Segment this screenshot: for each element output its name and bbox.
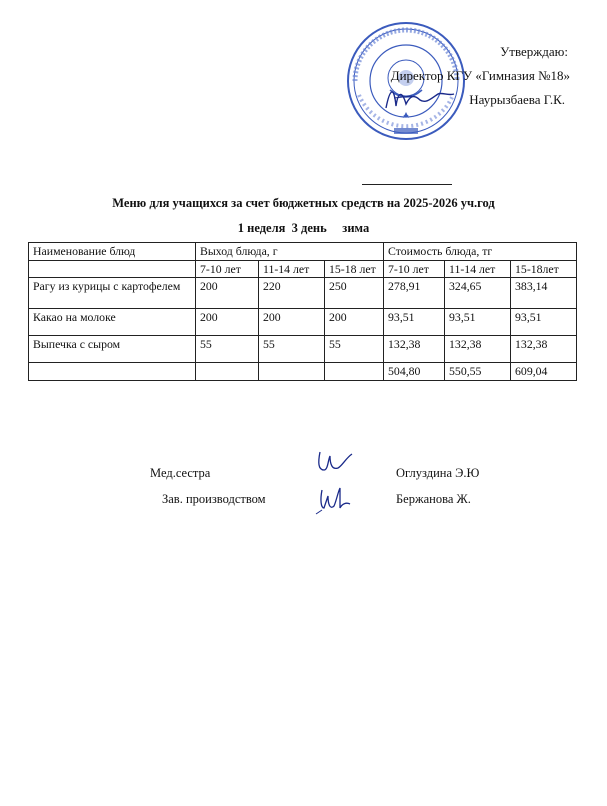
totals-row — [29, 363, 577, 381]
signature-line — [362, 184, 452, 185]
manager-label: Зав. производством — [162, 492, 266, 506]
table-subheader-row — [29, 261, 577, 278]
manager-name: Бержанова Ж. — [396, 492, 471, 506]
cost-cell: 93,51 — [445, 309, 511, 336]
nurse-label: Мед.сестра — [150, 466, 211, 480]
totals-empty-cell — [29, 363, 196, 381]
header-dish: Наименование блюд — [29, 243, 196, 261]
header-cost-age: 7-10 лет — [384, 261, 445, 278]
totals-empty-cell — [325, 363, 384, 381]
header-yield-age: 7-10 лет — [196, 261, 259, 278]
table-row — [29, 336, 577, 363]
yield-cell: 200 — [196, 309, 259, 336]
table-row — [29, 309, 577, 336]
yield-cell: 200 — [325, 309, 384, 336]
table-header-row — [29, 243, 577, 261]
cost-cell: 93,51 — [511, 309, 577, 336]
totals-empty-cell — [259, 363, 325, 381]
menu-table — [28, 242, 577, 381]
header-cost: Стоимость блюда, тг — [384, 243, 577, 261]
nurse-name: Оглуздина Э.Ю — [396, 466, 480, 480]
yield-cell: 250 — [325, 278, 384, 309]
yield-cell: 220 — [259, 278, 325, 309]
staff-signatures — [312, 448, 362, 518]
approval-role: Директор КГУ «Гимназия №18» — [390, 68, 570, 83]
yield-cell: 200 — [196, 278, 259, 309]
approval-title: Утверждаю: — [500, 44, 568, 59]
yield-cell: 55 — [259, 336, 325, 363]
header-cost-age: 11-14 лет — [445, 261, 511, 278]
dish-name: Выпечка с сыром — [29, 336, 196, 363]
cost-cell: 93,51 — [384, 309, 445, 336]
header-yield-age: 15-18 лет — [325, 261, 384, 278]
cost-cell: 278,91 — [384, 278, 445, 309]
table-row — [29, 278, 577, 309]
document-subtitle: 1 неделя 3 день зима — [237, 221, 370, 235]
yield-cell: 200 — [259, 309, 325, 336]
cost-cell: 132,38 — [511, 336, 577, 363]
header-yield: Выход блюда, г — [196, 243, 384, 261]
yield-cell: 55 — [196, 336, 259, 363]
document-title: Меню для учащихся за счет бюджетных средств на 2025-2026 уч.год — [112, 196, 495, 210]
header-yield-age: 11-14 лет — [259, 261, 325, 278]
dish-name: Какао на молоке — [29, 309, 196, 336]
total-cost: 609,04 — [511, 363, 577, 381]
cost-cell: 132,38 — [445, 336, 511, 363]
header-cost-age: 15-18лет — [511, 261, 577, 278]
approval-block — [360, 40, 590, 113]
approval-name: Наурызбаева Г.К. — [469, 92, 565, 107]
dish-name: Рагу из курицы с картофелем — [29, 278, 196, 309]
header-empty-cell — [29, 261, 196, 278]
cost-cell: 324,65 — [445, 278, 511, 309]
total-cost: 504,80 — [384, 363, 445, 381]
total-cost: 550,55 — [445, 363, 511, 381]
totals-empty-cell — [196, 363, 259, 381]
cost-cell: 132,38 — [384, 336, 445, 363]
cost-cell: 383,14 — [511, 278, 577, 309]
yield-cell: 55 — [325, 336, 384, 363]
